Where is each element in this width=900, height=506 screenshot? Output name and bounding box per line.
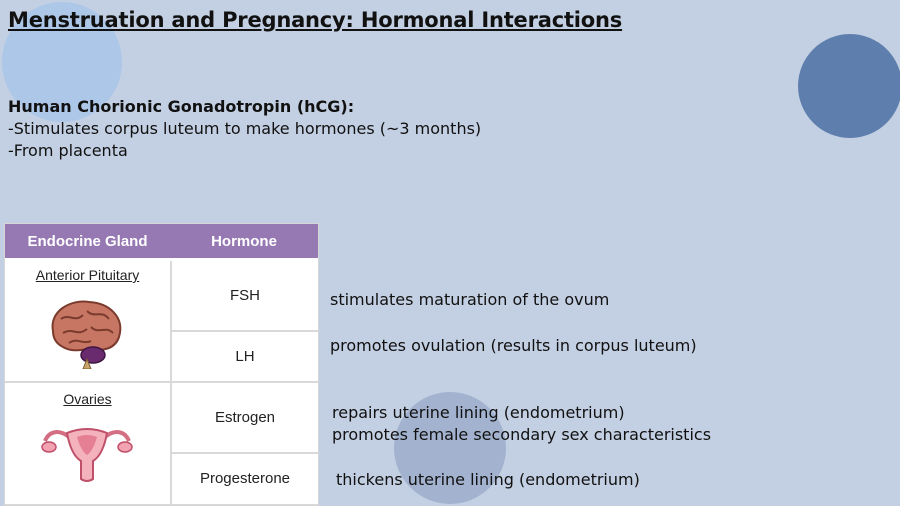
table-header-row [5,224,318,258]
hcg-line: -Stimulates corpus luteum to make hormones (~3 months) [8,119,482,138]
uterus-ovaries-icon [39,421,135,485]
fsh-description: stimulates maturation of the ovum [330,290,610,309]
estrogen-description-line: repairs uterine lining (endometrium) [332,403,625,422]
lh-description: promotes ovulation (results in corpus luteum) [330,336,697,355]
estrogen-description-line: promotes female secondary sex characteristics [332,425,712,444]
table-group-pituitary [5,261,318,383]
gland-hormone-table [4,223,319,506]
hormone-cell-estrogen: Estrogen [172,383,318,454]
gland-cell [5,383,172,504]
progesterone-description: thickens uterine lining (endometrium) [336,470,640,489]
table-header-hormone: Hormone [211,232,277,250]
hcg-heading: Human Chorionic Gonadotropin (hCG): [8,97,355,116]
table-group-ovaries [5,383,318,506]
hormone-cell-fsh: FSH [172,261,318,332]
hcg-block [8,96,481,162]
hormone-cell-progesterone: Progesterone [199,470,291,488]
brain-icon [47,297,127,369]
hcg-line: -From placenta [8,141,128,160]
gland-label: Anterior Pituitary [35,267,140,283]
gland-cell [5,261,172,381]
gland-label: Ovaries [63,391,112,407]
estrogen-description [332,402,711,446]
table-header-gland: Endocrine Gland [27,232,148,250]
decorative-circle-dark [798,34,900,138]
slide-title: Menstruation and Pregnancy: Hormonal Interactions [8,8,623,32]
hormone-cell-lh: LH [235,347,255,365]
